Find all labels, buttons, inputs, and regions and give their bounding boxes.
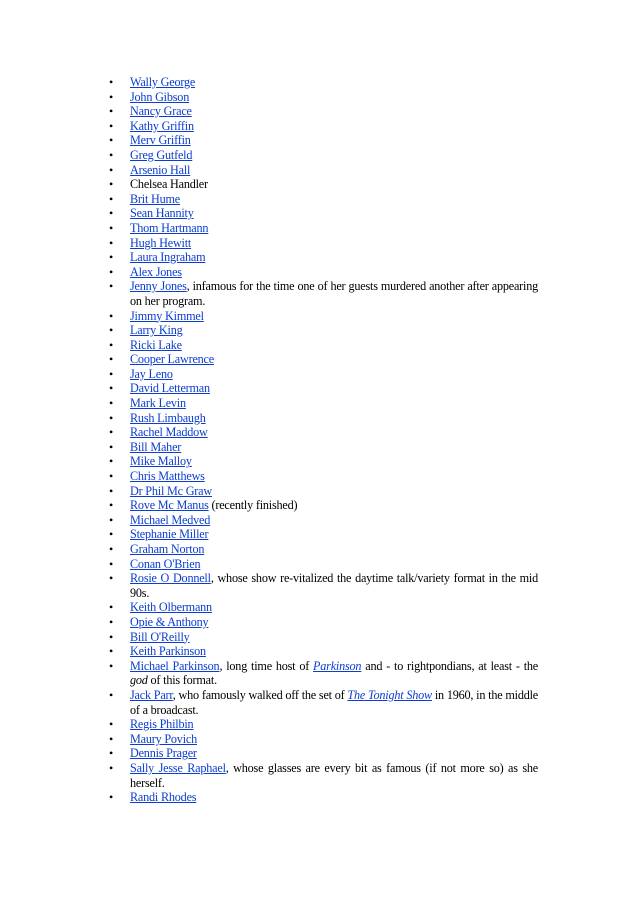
host-name-link[interactable]: Mark Levin: [130, 396, 186, 411]
host-name-link[interactable]: Greg Gutfeld: [130, 147, 193, 162]
list-item: [108, 571, 538, 600]
bullet-icon: •: [109, 410, 114, 425]
host-description: , infamous for the time one of her guests murdered another after appearing on her program.: [130, 279, 538, 308]
host-description: , who famously walked off the set of: [172, 687, 348, 702]
bullet-icon: •: [109, 658, 114, 673]
list-item: [108, 717, 538, 732]
list-item: [108, 542, 538, 557]
host-name-link[interactable]: John Gibson: [130, 89, 190, 104]
list-item: [108, 761, 538, 790]
bullet-icon: •: [109, 147, 114, 162]
list-item: [108, 352, 538, 367]
bullet-icon: •: [109, 352, 114, 367]
list-item: [108, 527, 538, 542]
list-item: [108, 732, 538, 747]
bullet-icon: •: [109, 644, 114, 659]
bullet-icon: •: [109, 177, 114, 192]
list-item: [108, 338, 538, 353]
host-name-link[interactable]: Jimmy Kimmel: [130, 308, 204, 323]
host-name-link[interactable]: Dr Phil Mc Graw: [130, 483, 212, 498]
bullet-icon: •: [109, 469, 114, 484]
list-item: [108, 659, 538, 688]
bullet-icon: •: [109, 381, 114, 396]
list-item: [108, 192, 538, 207]
list-item: [108, 396, 538, 411]
bullet-icon: •: [109, 454, 114, 469]
bullet-icon: •: [109, 629, 114, 644]
bullet-icon: •: [109, 542, 114, 556]
list-item: [108, 600, 538, 615]
bullet-icon: •: [109, 75, 114, 89]
bullet-icon: •: [109, 731, 114, 746]
list-item: [108, 309, 538, 324]
host-name-link[interactable]: Rosie O Donnell: [130, 571, 211, 586]
host-name-link[interactable]: Ricki Lake: [130, 337, 182, 352]
bullet-icon: •: [109, 279, 114, 294]
host-name-link[interactable]: Michael Medved: [130, 512, 211, 527]
list-item: [108, 411, 538, 426]
host-name-link[interactable]: Kathy Griffin: [130, 118, 194, 133]
list-item: [108, 75, 538, 90]
host-description: and - to rightpondians, at least - the: [361, 658, 538, 673]
bullet-icon: •: [109, 264, 114, 279]
bullet-icon: •: [109, 439, 114, 454]
list-item: [108, 440, 538, 455]
host-name-link[interactable]: Thom Hartmann: [130, 220, 209, 235]
host-name-link[interactable]: Rachel Maddow: [130, 425, 208, 440]
host-name-link[interactable]: Cooper Lawrence: [130, 352, 214, 367]
host-name-link[interactable]: Sean Hannity: [130, 206, 194, 221]
host-name-link[interactable]: Stephanie Miller: [130, 527, 209, 542]
list-item: [108, 133, 538, 148]
bullet-icon: •: [109, 206, 114, 221]
bullet-icon: •: [109, 512, 114, 527]
list-item: [108, 498, 538, 513]
host-name-link[interactable]: Bill Maher: [130, 439, 182, 454]
host-name-link[interactable]: Keith Parkinson: [130, 644, 206, 659]
list-item: [108, 148, 538, 163]
list-item: [108, 688, 538, 717]
host-name-link[interactable]: Alex Jones: [130, 264, 182, 279]
host-name-link[interactable]: Maury Povich: [130, 731, 197, 746]
list-item: [108, 206, 538, 221]
host-name-link[interactable]: Keith Olbermann: [130, 600, 212, 615]
list-item: [108, 367, 538, 382]
list-item: [108, 454, 538, 469]
host-name-link[interactable]: Michael Parkinson: [130, 658, 220, 673]
list-item: [108, 279, 538, 308]
bullet-icon: •: [109, 687, 114, 702]
bullet-icon: •: [109, 235, 114, 250]
bullet-icon: •: [109, 162, 114, 177]
bullet-icon: •: [109, 191, 114, 206]
list-item: [108, 790, 538, 805]
list-item: [108, 557, 538, 572]
host-description: , long time host of: [219, 658, 314, 673]
host-name-link[interactable]: Laura Ingraham: [130, 250, 206, 265]
bullet-icon: •: [109, 527, 114, 542]
bullet-icon: •: [109, 498, 114, 513]
bullet-icon: •: [109, 104, 114, 119]
emphasis-text: god: [130, 673, 148, 688]
host-name-link[interactable]: Wally George: [130, 75, 196, 89]
bullet-icon: •: [109, 760, 114, 775]
bullet-icon: •: [109, 89, 114, 104]
bullet-icon: •: [109, 790, 114, 805]
host-description: (recently finished): [208, 498, 298, 513]
list-item: [108, 250, 538, 265]
host-name-link[interactable]: Rove Mc Manus: [130, 498, 209, 513]
list-item: [108, 630, 538, 645]
bullet-icon: •: [109, 337, 114, 352]
list-item: [108, 469, 538, 484]
host-name-link[interactable]: Opie & Anthony: [130, 614, 209, 629]
host-name-link[interactable]: Graham Norton: [130, 542, 205, 556]
bullet-icon: •: [109, 396, 114, 411]
bullet-icon: •: [109, 366, 114, 381]
host-name: Chelsea Handler: [130, 177, 208, 192]
bullet-icon: •: [109, 483, 114, 498]
list-item: [108, 484, 538, 499]
host-description: , whose show re-vitalized the daytime talk/variety format in the mid 90s.: [130, 571, 538, 600]
list-item: [108, 615, 538, 630]
show-title-link[interactable]: The Tonight Show: [347, 687, 432, 702]
host-name-link[interactable]: Rush Limbaugh: [130, 410, 206, 425]
host-name-link[interactable]: Regis Philbin: [130, 717, 194, 732]
list-item: [108, 265, 538, 280]
host-name-link[interactable]: Jack Parr: [130, 687, 173, 702]
bullet-icon: •: [109, 323, 114, 338]
bullet-icon: •: [109, 133, 114, 148]
host-name-link[interactable]: Nancy Grace: [130, 104, 192, 119]
host-description: in 1960, in the middle of a broadcast.: [130, 687, 538, 717]
list-item: [108, 323, 538, 338]
list-item: [108, 381, 538, 396]
host-name-link[interactable]: Merv Griffin: [130, 133, 191, 148]
host-name-link[interactable]: Arsenio Hall: [130, 162, 191, 177]
bullet-icon: •: [109, 571, 114, 586]
show-title-link[interactable]: Parkinson: [313, 658, 362, 673]
list-item: [108, 90, 538, 105]
host-name-link[interactable]: Jay Leno: [130, 366, 173, 381]
host-name-link[interactable]: Jenny Jones: [130, 279, 187, 294]
bullet-icon: •: [109, 308, 114, 323]
host-name-link[interactable]: David Letterman: [130, 381, 210, 396]
host-name-link[interactable]: Mike Malloy: [130, 454, 192, 469]
bullet-icon: •: [109, 220, 114, 235]
list-item: [108, 236, 538, 251]
bullet-icon: •: [109, 614, 114, 629]
host-name-link[interactable]: Chris Matthews: [130, 469, 205, 484]
list-item: [108, 746, 538, 761]
host-name-link[interactable]: Sally Jesse Raphael: [130, 760, 226, 775]
host-name-link[interactable]: Randi Rhodes: [130, 790, 197, 805]
host-description: of this format.: [147, 673, 217, 688]
list-item: [108, 104, 538, 119]
bullet-icon: •: [109, 118, 114, 133]
host-name-link[interactable]: Hugh Hewitt: [130, 235, 192, 250]
list-item: [108, 221, 538, 236]
host-description: , whose glasses are every bit as famous (if not more so) as she herself.: [130, 760, 539, 790]
list-item: [108, 119, 538, 134]
list-item: [108, 644, 538, 659]
bullet-icon: •: [109, 717, 114, 732]
list-item: [108, 163, 538, 178]
bullet-icon: •: [109, 250, 114, 265]
list-item: [108, 513, 538, 528]
bullet-icon: •: [109, 556, 114, 571]
host-name-link[interactable]: Larry King: [130, 323, 183, 338]
host-name-link[interactable]: Bill O'Reilly: [130, 629, 190, 644]
host-name-link[interactable]: Dennis Prager: [130, 746, 197, 761]
host-name-link[interactable]: Conan O'Brien: [130, 556, 201, 571]
bullet-icon: •: [109, 746, 114, 761]
list-item: [108, 425, 538, 440]
talk-show-host-list: [108, 75, 538, 805]
host-name-link[interactable]: Brit Hume: [130, 191, 180, 206]
bullet-icon: •: [109, 425, 114, 440]
list-item: [108, 177, 538, 192]
bullet-icon: •: [109, 600, 114, 615]
